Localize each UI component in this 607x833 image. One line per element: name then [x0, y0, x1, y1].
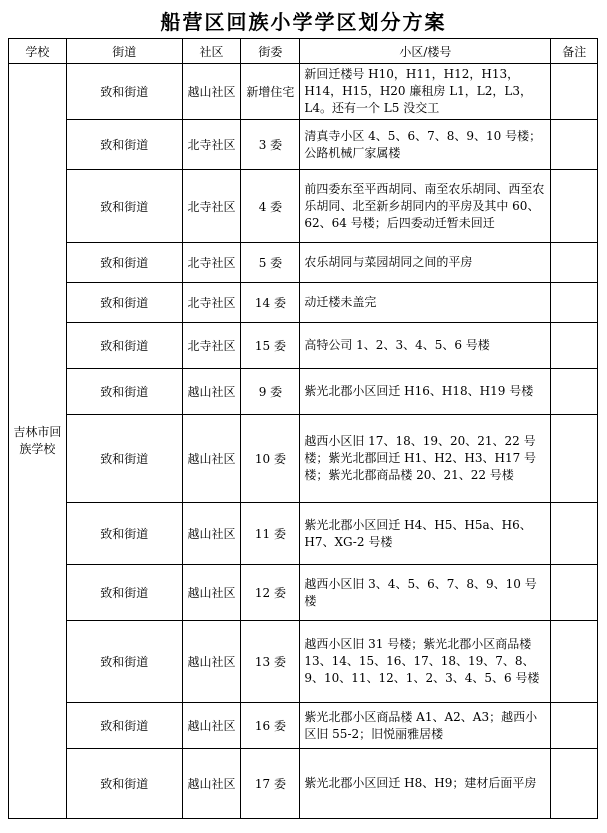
school-cell: 吉林市回族学校: [9, 64, 67, 819]
table-row: [9, 64, 598, 120]
committee-cell: 3 委: [241, 120, 300, 170]
note-cell: [551, 323, 598, 369]
table-row: [9, 369, 598, 415]
header-community: 社区: [182, 39, 241, 64]
table-row: [9, 323, 598, 369]
committee-cell: 5 委: [241, 243, 300, 283]
header-school: 学校: [9, 39, 67, 64]
street-cell: 致和街道: [66, 323, 182, 369]
note-cell: [551, 170, 598, 243]
note-cell: [551, 120, 598, 170]
community-cell: 越山社区: [182, 503, 241, 565]
street-cell: 致和街道: [66, 64, 182, 120]
committee-cell: 9 委: [241, 369, 300, 415]
table-row: [9, 749, 598, 819]
table-row: [9, 120, 598, 170]
community-cell: 越山社区: [182, 369, 241, 415]
committee-cell: 4 委: [241, 170, 300, 243]
note-cell: [551, 64, 598, 120]
header-committee: 街委: [241, 39, 300, 64]
community-cell: 北寺社区: [182, 170, 241, 243]
buildings-cell: 越西小区旧 31 号楼；紫光北郡小区商品楼 13、14、15、16、17、18、19、7、8、9、10、11、12、1、2、3、4、5、6 号楼: [300, 621, 551, 703]
district-table: [8, 38, 598, 819]
buildings-cell: 紫光北郡小区商品楼 A1、A2、A3；越西小区旧 55-2；旧悦丽雅居楼: [300, 703, 551, 749]
committee-cell: 14 委: [241, 283, 300, 323]
committee-cell: 16 委: [241, 703, 300, 749]
street-cell: 致和街道: [66, 369, 182, 415]
table-body: [9, 64, 598, 819]
community-cell: 北寺社区: [182, 243, 241, 283]
street-cell: 致和街道: [66, 565, 182, 621]
street-cell: 致和街道: [66, 621, 182, 703]
buildings-cell: 动迁楼未盖完: [300, 283, 551, 323]
buildings-cell: 农乐胡同与菜园胡同之间的平房: [300, 243, 551, 283]
community-cell: 越山社区: [182, 703, 241, 749]
note-cell: [551, 621, 598, 703]
table-row: [9, 503, 598, 565]
table-row: [9, 621, 598, 703]
note-cell: [551, 749, 598, 819]
community-cell: 北寺社区: [182, 323, 241, 369]
street-cell: 致和街道: [66, 749, 182, 819]
committee-cell: 17 委: [241, 749, 300, 819]
community-cell: 北寺社区: [182, 283, 241, 323]
community-cell: 越山社区: [182, 621, 241, 703]
buildings-cell: 清真寺小区 4、5、6、7、8、9、10 号楼；公路机械厂家属楼: [300, 120, 551, 170]
note-cell: [551, 703, 598, 749]
note-cell: [551, 415, 598, 503]
buildings-cell: 越西小区旧 17、18、19、20、21、22 号楼；紫光北郡回迁 H1、H2、H3、H17 号楼；紫光北郡商品楼 20、21、22 号楼: [300, 415, 551, 503]
table-row: [9, 283, 598, 323]
table-row: [9, 565, 598, 621]
street-cell: 致和街道: [66, 415, 182, 503]
header-street: 街道: [66, 39, 182, 64]
note-cell: [551, 565, 598, 621]
note-cell: [551, 283, 598, 323]
committee-cell: 13 委: [241, 621, 300, 703]
buildings-cell: 前四委东至平西胡同、南至农乐胡同、西至农乐胡同、北至新乡胡同内的平房及其中 60、62、64 号楼；后四委动迁暂未回迁: [300, 170, 551, 243]
community-cell: 越山社区: [182, 64, 241, 120]
community-cell: 北寺社区: [182, 120, 241, 170]
street-cell: 致和街道: [66, 283, 182, 323]
committee-cell: 15 委: [241, 323, 300, 369]
committee-cell: 11 委: [241, 503, 300, 565]
header-buildings: 小区/楼号: [300, 39, 551, 64]
buildings-cell: 高特公司 1、2、3、4、5、6 号楼: [300, 323, 551, 369]
buildings-cell: 紫光北郡小区回迁 H8、H9；建材后面平房: [300, 749, 551, 819]
community-cell: 越山社区: [182, 565, 241, 621]
street-cell: 致和街道: [66, 503, 182, 565]
street-cell: 致和街道: [66, 170, 182, 243]
note-cell: [551, 243, 598, 283]
note-cell: [551, 503, 598, 565]
buildings-cell: 紫光北郡小区回迁 H16、H18、H19 号楼: [300, 369, 551, 415]
street-cell: 致和街道: [66, 243, 182, 283]
table-row: [9, 170, 598, 243]
community-cell: 越山社区: [182, 749, 241, 819]
header-row: [9, 39, 598, 64]
street-cell: 致和街道: [66, 120, 182, 170]
committee-cell: 12 委: [241, 565, 300, 621]
community-cell: 越山社区: [182, 415, 241, 503]
header-note: 备注: [551, 39, 598, 64]
table-row: [9, 703, 598, 749]
table-row: [9, 243, 598, 283]
document-title: 船营区回族小学学区划分方案: [160, 10, 447, 34]
buildings-cell: 紫光北郡小区回迁 H4、H5、H5a、H6、H7、XG-2 号楼: [300, 503, 551, 565]
table-row: [9, 415, 598, 503]
buildings-cell: 新回迁楼号 H10，H11，H12，H13，H14，H15，H20 廉租房 L1，L2，L3，L4。还有一个 L5 没交工: [300, 64, 551, 120]
street-cell: 致和街道: [66, 703, 182, 749]
buildings-cell: 越西小区旧 3、4、5、6、7、8、9、10 号楼: [300, 565, 551, 621]
note-cell: [551, 369, 598, 415]
committee-cell: 新增住宅: [241, 64, 300, 120]
committee-cell: 10 委: [241, 415, 300, 503]
